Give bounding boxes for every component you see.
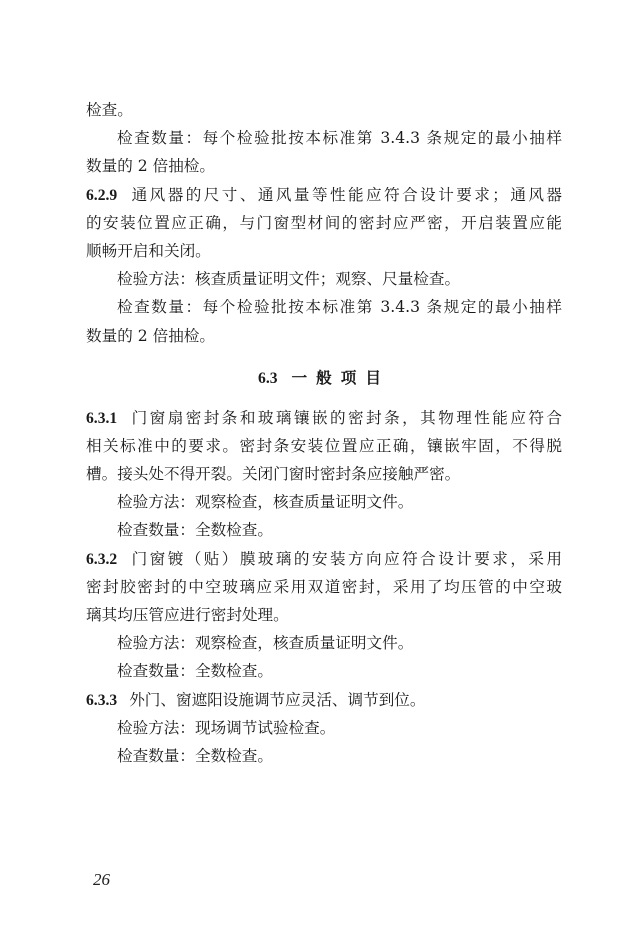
- page-number: 26: [93, 870, 110, 889]
- clause-number: 6.3.3: [86, 691, 118, 709]
- clause-text-line: 璃其均压管应进行密封处理。: [86, 606, 289, 624]
- clause-text: 通风器的尺寸、通风量等性能应符合设计要求；通风器: [129, 185, 562, 204]
- clause-text-line: 的安装位置应正确，与门窗型材间的密封应严密，开启装置应能: [86, 213, 562, 232]
- quantity-line: 检查数量：每个检验批按本标准第 3.4.3 条规定的最小抽样: [117, 129, 562, 148]
- inspection-quantity: 检查数量：全数检查。: [117, 662, 273, 681]
- clause-text-line: 密封胶密封的中空玻璃应采用双道密封，采用了均压管的中空玻: [86, 577, 562, 596]
- inspection-quantity: 检查数量：全数检查。: [117, 521, 273, 540]
- inspection-method: 检验方法：观察检查，核查质量证明文件。: [117, 634, 414, 653]
- section-title: 一般项目: [291, 367, 390, 387]
- clause-text-line: 相关标准中的要求。密封条安装位置应正确，镶嵌牢固，不得脱: [86, 436, 562, 455]
- clause-text-line: 槽。接头处不得开裂。关闭门窗时密封条应接触严密。: [86, 465, 461, 484]
- inspection-quantity: 检查数量：每个检验批按本标准第 3.4.3 条规定的最小抽样: [117, 298, 562, 317]
- clause-6-3-3: [86, 686, 562, 714]
- clause-text: 门窗扇密封条和玻璃镶嵌的密封条，其物理性能应符合: [129, 408, 562, 427]
- clause-text-line: 顺畅开启和关闭。: [86, 241, 211, 260]
- quantity-line-cont: 数量的 2 倍抽检。: [86, 157, 215, 176]
- section-number: 6.3: [258, 369, 278, 387]
- clause-6-3-1: [86, 404, 562, 432]
- inspection-quantity-cont: 数量的 2 倍抽检。: [86, 326, 215, 345]
- clause-text: 门窗镀（贴）膜玻璃的安装方向应符合设计要求，采用: [129, 549, 562, 568]
- inspection-method: 检验方法：现场调节试验检查。: [117, 718, 336, 737]
- continuation-line: 检查。: [86, 101, 133, 119]
- clause-text: 外门、窗遮阳设施调节应灵活、调节到位。: [129, 690, 426, 709]
- clause-number: 6.3.1: [86, 409, 118, 427]
- section-heading: [86, 364, 562, 393]
- document-page: [86, 96, 562, 770]
- clause-6-2-9: [86, 181, 562, 209]
- clause-6-3-2: [86, 545, 562, 573]
- clause-number: 6.2.9: [86, 186, 118, 204]
- clause-number: 6.3.2: [86, 550, 118, 568]
- inspection-method: 检验方法：核查质量证明文件；观察、尺量检查。: [117, 270, 461, 289]
- inspection-method: 检验方法：观察检查，核查质量证明文件。: [117, 493, 414, 512]
- inspection-quantity: 检查数量：全数检查。: [117, 746, 273, 765]
